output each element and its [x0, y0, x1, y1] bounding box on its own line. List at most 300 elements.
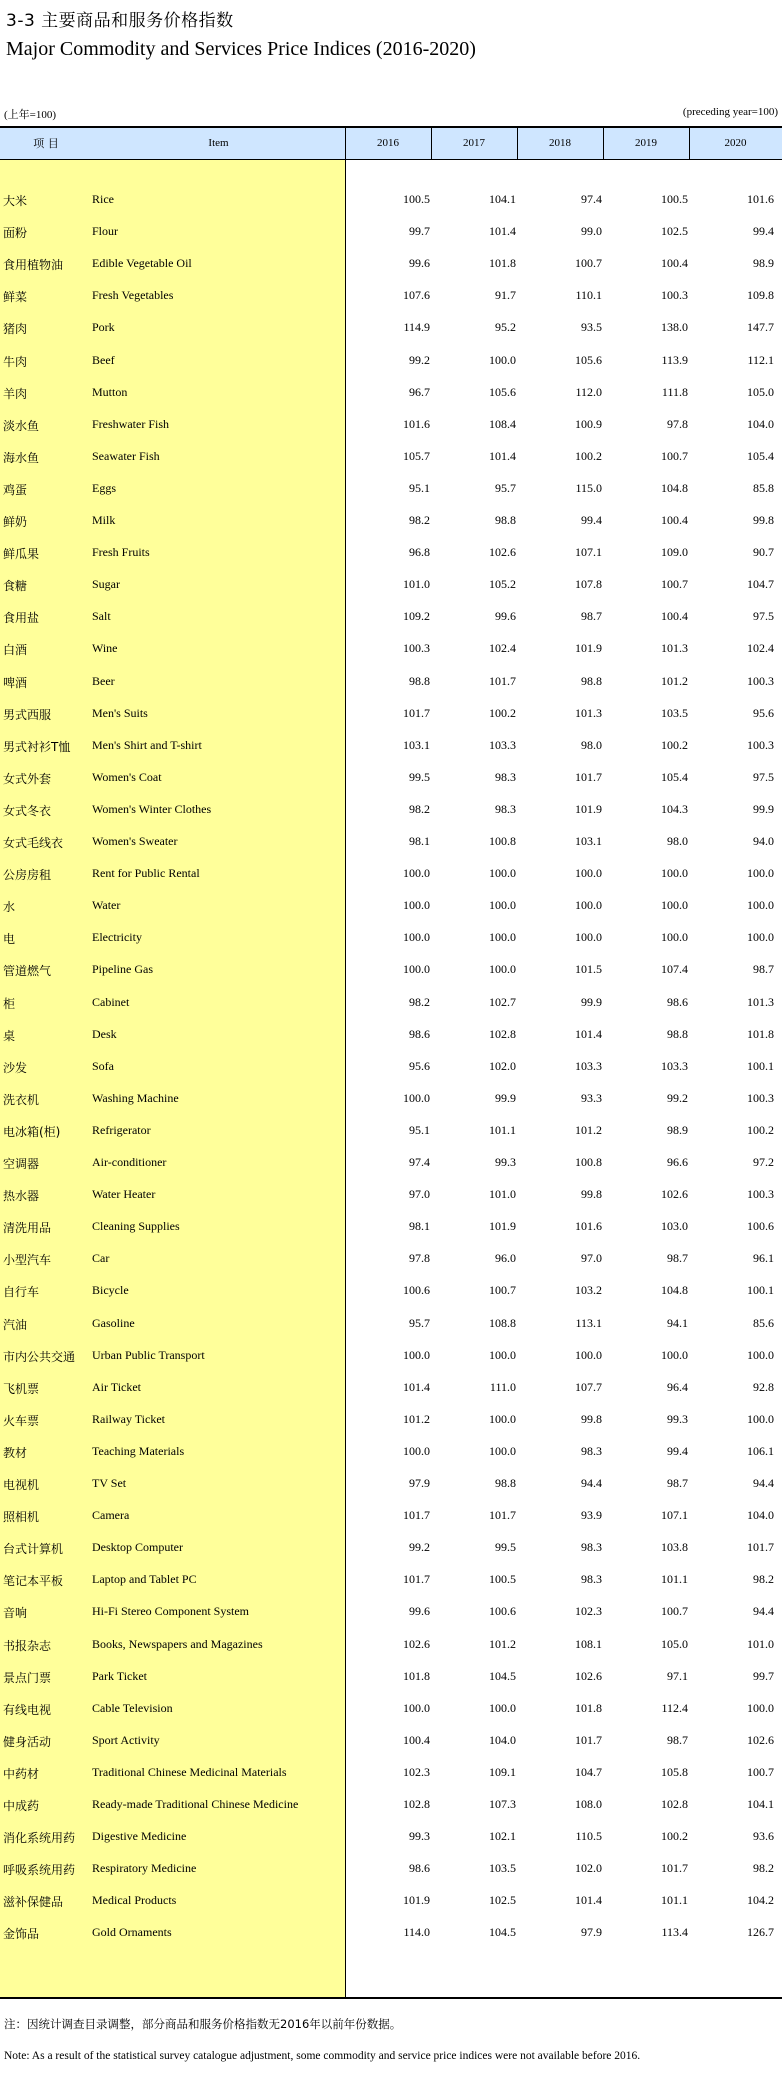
index-value-2019: 100.7 — [661, 577, 688, 592]
index-value-2019: 100.0 — [661, 898, 688, 913]
index-value-2019: 104.3 — [661, 801, 688, 816]
index-value-2016: 102.6 — [403, 1636, 430, 1651]
index-value-2020: 100.0 — [747, 930, 774, 945]
index-value-2018: 98.3 — [581, 1572, 602, 1587]
item-name-zh: 鲜奶 — [3, 515, 28, 529]
header-item-zh: 项 目 — [33, 137, 59, 150]
table-row — [0, 377, 782, 409]
index-value-2020: 109.8 — [747, 288, 774, 303]
index-value-2016: 99.2 — [409, 352, 430, 367]
item-name-zh: 教材 — [3, 1445, 28, 1460]
item-name-zh: 金饰品 — [3, 1927, 40, 1942]
index-value-2019: 111.8 — [661, 384, 688, 399]
index-value-2016: 114.9 — [403, 320, 430, 335]
item-name-en: Bicycle — [92, 1283, 129, 1298]
index-value-2019: 97.1 — [667, 1668, 688, 1683]
index-value-2016: 101.7 — [403, 1508, 430, 1523]
item-name-en: Pork — [92, 320, 115, 335]
item-name-en: Water — [92, 898, 121, 913]
index-value-2017: 95.7 — [495, 480, 516, 495]
index-value-2018: 98.3 — [581, 1443, 602, 1458]
index-value-2019: 101.3 — [661, 641, 688, 656]
item-name-en: Flour — [92, 224, 119, 239]
index-value-2017: 100.0 — [489, 866, 516, 881]
item-name-en: TV Set — [92, 1476, 127, 1490]
table-row — [0, 345, 782, 377]
index-value-2019: 100.5 — [661, 192, 688, 206]
item-name-en: Fresh Vegetables — [92, 288, 174, 303]
index-value-2018: 100.0 — [575, 898, 602, 913]
index-value-2020: 92.8 — [753, 1379, 774, 1394]
item-name-zh: 牛肉 — [3, 354, 28, 369]
index-value-2019: 100.0 — [661, 930, 688, 945]
index-value-2020: 94.4 — [753, 1604, 774, 1619]
item-name-zh: 音响 — [3, 1606, 28, 1621]
table-row — [0, 1564, 782, 1596]
item-name-en: Railway Ticket — [92, 1411, 166, 1426]
index-value-2018: 103.1 — [575, 834, 602, 848]
index-value-2018: 101.9 — [575, 641, 602, 656]
index-value-2017: 101.8 — [489, 256, 516, 271]
index-value-2016: 109.2 — [403, 609, 430, 624]
header-item-en: Item — [208, 137, 229, 149]
unit-note-en: (preceding year=100) — [682, 106, 778, 118]
index-value-2018: 99.0 — [581, 224, 602, 239]
item-name-zh: 台式计算机 — [3, 1542, 64, 1557]
index-value-2017: 100.2 — [489, 705, 516, 720]
table-row — [0, 569, 782, 601]
header-year-2019: 2019 — [635, 137, 657, 149]
item-name-en: Cable Television — [92, 1700, 173, 1715]
index-value-2018: 101.4 — [575, 1893, 602, 1908]
table-row — [0, 1532, 782, 1564]
item-name-zh: 电视机 — [3, 1478, 40, 1492]
item-name-en: Sugar — [92, 577, 120, 592]
index-value-2020: 100.3 — [747, 1187, 774, 1202]
index-value-2020: 100.0 — [747, 1347, 774, 1362]
index-value-2020: 94.0 — [753, 834, 774, 848]
item-name-zh: 书报杂志 — [3, 1638, 52, 1653]
item-name-en: Camera — [92, 1508, 130, 1523]
index-value-2017: 108.4 — [489, 416, 516, 431]
item-name-zh: 洗衣机 — [3, 1092, 40, 1107]
item-name-zh: 清洗用品 — [3, 1221, 52, 1236]
index-value-2018: 101.4 — [575, 1026, 602, 1041]
index-value-2019: 104.8 — [661, 1283, 688, 1298]
index-value-2016: 101.8 — [403, 1668, 430, 1683]
index-value-2018: 113.1 — [575, 1315, 602, 1330]
index-value-2019: 98.7 — [667, 1476, 688, 1490]
index-value-2019: 97.8 — [667, 416, 688, 431]
item-name-en: Medical Products — [92, 1893, 177, 1908]
index-value-2016: 101.7 — [403, 705, 430, 720]
item-name-en: Edible Vegetable Oil — [92, 256, 192, 271]
index-value-2017: 108.8 — [489, 1315, 516, 1330]
index-value-2019: 113.4 — [661, 1925, 688, 1940]
index-value-2016: 98.2 — [409, 801, 430, 816]
index-value-2019: 100.0 — [661, 1347, 688, 1362]
index-value-2018: 115.0 — [575, 480, 602, 495]
index-value-2018: 99.9 — [581, 994, 602, 1009]
index-value-2018: 101.5 — [575, 962, 602, 977]
index-value-2017: 111.0 — [489, 1379, 516, 1394]
table-row — [0, 1179, 782, 1211]
table-row — [0, 312, 782, 344]
table-row — [0, 890, 782, 922]
index-value-2017: 98.8 — [495, 1476, 516, 1490]
index-value-2017: 102.6 — [489, 545, 516, 560]
index-value-2018: 93.5 — [581, 320, 602, 335]
index-value-2017: 104.5 — [489, 1668, 516, 1683]
index-value-2016: 101.7 — [403, 1572, 430, 1587]
index-value-2016: 95.7 — [409, 1315, 430, 1330]
index-value-2017: 101.1 — [489, 1122, 516, 1137]
item-name-en: Beer — [92, 673, 115, 688]
table-header — [0, 126, 782, 160]
index-value-2018: 107.8 — [575, 577, 602, 592]
index-value-2020: 98.9 — [753, 256, 774, 271]
item-name-zh: 鸡蛋 — [3, 482, 28, 497]
index-value-2017: 100.0 — [489, 1411, 516, 1426]
index-value-2017: 99.5 — [495, 1540, 516, 1555]
index-value-2016: 95.6 — [409, 1058, 430, 1073]
index-value-2019: 138.0 — [661, 320, 688, 335]
table-row — [0, 954, 782, 986]
index-value-2019: 100.0 — [661, 866, 688, 881]
index-value-2018: 103.2 — [575, 1283, 602, 1298]
index-value-2019: 98.7 — [667, 1732, 688, 1747]
item-name-zh: 飞机票 — [3, 1381, 40, 1396]
item-name-zh: 大米 — [3, 194, 28, 208]
index-value-2020: 98.2 — [753, 1861, 774, 1876]
index-value-2016: 100.0 — [403, 1090, 430, 1105]
index-value-2020: 100.0 — [747, 898, 774, 913]
index-value-2018: 102.6 — [575, 1668, 602, 1683]
item-name-zh: 男式衬衫T恤 — [3, 739, 71, 754]
item-name-en: Washing Machine — [92, 1090, 179, 1105]
index-value-2020: 106.1 — [747, 1443, 774, 1458]
index-value-2018: 101.2 — [575, 1122, 602, 1137]
index-value-2016: 99.5 — [409, 769, 430, 784]
index-value-2020: 105.0 — [747, 384, 774, 399]
table-row — [0, 1404, 782, 1436]
table-row — [0, 730, 782, 762]
item-name-zh: 市内公共交通 — [3, 1349, 76, 1364]
index-value-2020: 101.6 — [747, 192, 774, 206]
item-name-zh: 海水鱼 — [3, 450, 40, 465]
index-value-2016: 99.6 — [409, 1604, 430, 1619]
index-value-2019: 102.6 — [661, 1187, 688, 1202]
index-value-2018: 97.9 — [581, 1925, 602, 1940]
index-value-2017: 101.4 — [489, 224, 516, 239]
table-row — [0, 1083, 782, 1115]
index-value-2018: 97.4 — [581, 192, 602, 206]
table-row — [0, 184, 782, 216]
item-name-en: Park Ticket — [92, 1668, 148, 1683]
table-row — [0, 1340, 782, 1372]
table-row — [0, 1115, 782, 1147]
index-value-2018: 104.7 — [575, 1764, 602, 1779]
index-value-2019: 100.4 — [661, 609, 688, 624]
index-value-2019: 100.2 — [661, 737, 688, 752]
index-value-2020: 101.7 — [747, 1540, 774, 1555]
table-row — [0, 1629, 782, 1661]
index-value-2018: 100.9 — [575, 416, 602, 431]
index-value-2020: 100.0 — [747, 866, 774, 881]
index-value-2017: 107.3 — [489, 1797, 516, 1811]
table-row — [0, 1789, 782, 1821]
index-value-2017: 100.5 — [489, 1572, 516, 1587]
index-value-2019: 105.8 — [661, 1764, 688, 1779]
index-value-2017: 99.3 — [495, 1155, 516, 1169]
item-name-en: Gold Ornaments — [92, 1925, 172, 1940]
index-value-2017: 98.3 — [495, 769, 516, 784]
index-value-2017: 101.7 — [489, 673, 516, 688]
index-value-2018: 100.0 — [575, 866, 602, 881]
item-name-en: Air-conditioner — [92, 1155, 167, 1169]
index-value-2019: 98.6 — [667, 994, 688, 1009]
index-value-2020: 100.3 — [747, 737, 774, 752]
index-value-2016: 100.0 — [403, 1347, 430, 1362]
index-value-2020: 99.4 — [753, 224, 774, 239]
item-name-zh: 沙发 — [3, 1060, 28, 1075]
index-value-2019: 101.1 — [661, 1893, 688, 1908]
index-value-2016: 99.6 — [409, 256, 430, 271]
index-value-2016: 100.5 — [403, 192, 430, 206]
index-value-2019: 96.4 — [667, 1379, 688, 1394]
index-value-2016: 114.0 — [403, 1925, 430, 1940]
item-name-en: Cleaning Supplies — [92, 1219, 180, 1234]
index-value-2017: 109.1 — [489, 1764, 516, 1779]
index-value-2018: 102.3 — [575, 1604, 602, 1619]
index-value-2017: 91.7 — [495, 288, 516, 303]
table-row — [0, 666, 782, 698]
index-value-2016: 98.8 — [409, 673, 430, 688]
item-name-en: Refrigerator — [92, 1122, 151, 1137]
index-value-2019: 103.3 — [661, 1058, 688, 1073]
item-name-en: Electricity — [92, 930, 142, 945]
index-value-2019: 101.7 — [661, 1861, 688, 1876]
item-name-zh: 白酒 — [3, 643, 28, 658]
item-name-en: Sport Activity — [92, 1732, 160, 1747]
item-name-en: Cabinet — [92, 994, 130, 1009]
index-value-2020: 101.8 — [747, 1026, 774, 1041]
item-name-zh: 消化系统用药 — [3, 1831, 76, 1846]
table-row — [0, 537, 782, 569]
item-name-zh: 汽油 — [3, 1317, 28, 1332]
index-value-2020: 104.1 — [747, 1797, 774, 1811]
item-name-zh: 食用盐 — [3, 611, 40, 626]
index-value-2016: 102.8 — [403, 1797, 430, 1811]
index-value-2019: 100.7 — [661, 448, 688, 463]
index-value-2016: 103.1 — [403, 737, 430, 752]
index-value-2017: 102.0 — [489, 1058, 516, 1073]
index-value-2019: 98.0 — [667, 834, 688, 848]
item-name-zh: 桌 — [3, 1028, 16, 1043]
index-value-2020: 100.3 — [747, 673, 774, 688]
index-value-2018: 99.8 — [581, 1411, 602, 1426]
index-value-2017: 100.0 — [489, 352, 516, 367]
index-value-2020: 100.6 — [747, 1219, 774, 1234]
table-row — [0, 1757, 782, 1789]
table-row — [0, 505, 782, 537]
item-name-zh: 女式冬衣 — [3, 803, 52, 818]
item-name-en: Freshwater Fish — [92, 416, 169, 431]
index-value-2016: 98.1 — [409, 1219, 430, 1234]
table-row — [0, 1917, 782, 1949]
table-row — [0, 216, 782, 248]
index-value-2017: 101.2 — [489, 1636, 516, 1651]
item-name-zh: 面粉 — [3, 226, 28, 241]
table-row — [0, 248, 782, 280]
index-value-2019: 100.4 — [661, 256, 688, 271]
index-value-2016: 98.2 — [409, 513, 430, 527]
item-name-en: Water Heater — [92, 1187, 156, 1202]
index-value-2019: 102.5 — [661, 224, 688, 239]
index-value-2016: 98.6 — [409, 1861, 430, 1876]
index-value-2019: 96.6 — [667, 1155, 688, 1169]
item-name-zh: 电 — [3, 932, 16, 947]
item-name-zh: 小型汽车 — [3, 1253, 52, 1268]
index-value-2020: 104.0 — [747, 416, 774, 431]
item-name-zh: 羊肉 — [3, 386, 28, 401]
item-name-zh: 公房房租 — [3, 868, 52, 883]
index-value-2018: 108.1 — [575, 1636, 602, 1651]
index-value-2018: 100.0 — [575, 930, 602, 945]
index-value-2016: 97.4 — [409, 1155, 430, 1169]
index-value-2019: 99.4 — [667, 1443, 688, 1458]
item-name-zh: 女式外套 — [3, 771, 52, 786]
item-name-en: Women's Coat — [92, 769, 162, 784]
unit-note-zh: (上年=100) — [4, 109, 57, 121]
index-value-2017: 100.0 — [489, 1347, 516, 1362]
table-row — [0, 1853, 782, 1885]
index-value-2016: 100.3 — [403, 641, 430, 656]
item-name-zh: 电冰箱(柜) — [3, 1124, 61, 1139]
index-value-2018: 97.0 — [581, 1251, 602, 1266]
index-value-2016: 99.7 — [409, 224, 430, 239]
index-value-2016: 100.0 — [403, 898, 430, 913]
index-value-2020: 85.6 — [753, 1315, 774, 1330]
item-name-en: Books, Newspapers and Magazines — [92, 1636, 263, 1651]
index-value-2017: 100.0 — [489, 962, 516, 977]
index-value-2017: 100.8 — [489, 834, 516, 848]
header-year-2018: 2018 — [549, 137, 571, 149]
table-row — [0, 1275, 782, 1307]
index-value-2016: 101.9 — [403, 1893, 430, 1908]
item-name-en: Salt — [92, 609, 111, 624]
index-value-2019: 99.3 — [667, 1411, 688, 1426]
index-value-2020: 101.3 — [747, 994, 774, 1009]
index-value-2019: 94.1 — [667, 1315, 688, 1330]
item-name-en: Ready-made Traditional Chinese Medicine — [92, 1797, 299, 1811]
index-value-2019: 100.3 — [661, 288, 688, 303]
index-value-2019: 100.7 — [661, 1604, 688, 1619]
index-value-2017: 103.5 — [489, 1861, 516, 1876]
index-value-2017: 98.8 — [495, 513, 516, 527]
table-row — [0, 409, 782, 441]
index-value-2020: 102.4 — [747, 641, 774, 656]
table-row — [0, 1308, 782, 1340]
item-name-en: Desktop Computer — [92, 1540, 183, 1555]
item-name-en: Eggs — [92, 480, 116, 495]
index-value-2019: 103.8 — [661, 1540, 688, 1555]
item-name-en: Rice — [92, 192, 114, 206]
item-name-en: Women's Winter Clothes — [92, 801, 212, 816]
table-row — [0, 1725, 782, 1757]
index-value-2018: 93.3 — [581, 1090, 602, 1105]
index-value-2018: 107.7 — [575, 1379, 602, 1394]
item-name-zh: 男式西服 — [3, 707, 52, 722]
index-value-2017: 101.4 — [489, 448, 516, 463]
index-value-2017: 104.5 — [489, 1925, 516, 1940]
index-value-2019: 100.4 — [661, 513, 688, 527]
item-name-en: Air Ticket — [92, 1379, 142, 1394]
index-value-2020: 85.8 — [753, 480, 774, 495]
index-value-2018: 105.6 — [575, 352, 602, 367]
index-value-2016: 98.1 — [409, 834, 430, 848]
index-value-2017: 105.6 — [489, 384, 516, 399]
table-row — [0, 826, 782, 858]
item-name-zh: 管道燃气 — [3, 964, 52, 979]
table-row — [0, 922, 782, 954]
index-value-2017: 105.2 — [489, 577, 516, 592]
item-name-zh: 景点门票 — [3, 1670, 52, 1685]
table-row — [0, 280, 782, 312]
item-name-en: Wine — [92, 641, 118, 656]
item-name-en: Mutton — [92, 384, 128, 399]
index-value-2020: 100.2 — [747, 1122, 774, 1137]
index-value-2020: 97.5 — [753, 769, 774, 784]
index-value-2020: 112.1 — [747, 352, 774, 367]
table-row — [0, 1436, 782, 1468]
index-value-2016: 100.0 — [403, 962, 430, 977]
index-value-2016: 97.8 — [409, 1251, 430, 1266]
index-value-2019: 98.7 — [667, 1251, 688, 1266]
table-row — [0, 1500, 782, 1532]
index-value-2020: 101.0 — [747, 1636, 774, 1651]
item-name-en: Fresh Fruits — [92, 545, 150, 560]
index-value-2020: 126.7 — [747, 1925, 774, 1940]
index-value-2017: 100.7 — [489, 1283, 516, 1298]
item-name-en: Men's Shirt and T-shirt — [92, 737, 202, 752]
table-row — [0, 1051, 782, 1083]
index-value-2020: 100.3 — [747, 1090, 774, 1105]
table-row — [0, 987, 782, 1019]
footnote-zh: 注：因统计调查目录调整，部分商品和服务价格指数无2016年以前年份数据。 — [4, 2017, 402, 2031]
index-value-2019: 100.2 — [661, 1829, 688, 1844]
table-row — [0, 762, 782, 794]
index-value-2018: 98.3 — [581, 1540, 602, 1555]
index-value-2016: 105.7 — [403, 448, 430, 463]
index-value-2016: 100.6 — [403, 1283, 430, 1298]
index-value-2019: 112.4 — [661, 1700, 688, 1715]
header-year-2017: 2017 — [463, 137, 485, 149]
item-name-en: Pipeline Gas — [92, 962, 153, 977]
item-name-en: Urban Public Transport — [92, 1347, 205, 1362]
item-name-en: Men's Suits — [92, 705, 148, 720]
index-value-2017: 99.6 — [495, 609, 516, 624]
index-value-2018: 108.0 — [575, 1797, 602, 1811]
index-value-2020: 99.8 — [753, 513, 774, 527]
item-name-zh: 柜 — [3, 996, 16, 1011]
index-value-2017: 100.0 — [489, 1700, 516, 1715]
index-value-2016: 100.0 — [403, 930, 430, 945]
table-row — [0, 1885, 782, 1917]
item-name-en: Beef — [92, 352, 115, 367]
index-value-2020: 97.2 — [753, 1155, 774, 1169]
index-value-2020: 96.1 — [753, 1251, 774, 1266]
